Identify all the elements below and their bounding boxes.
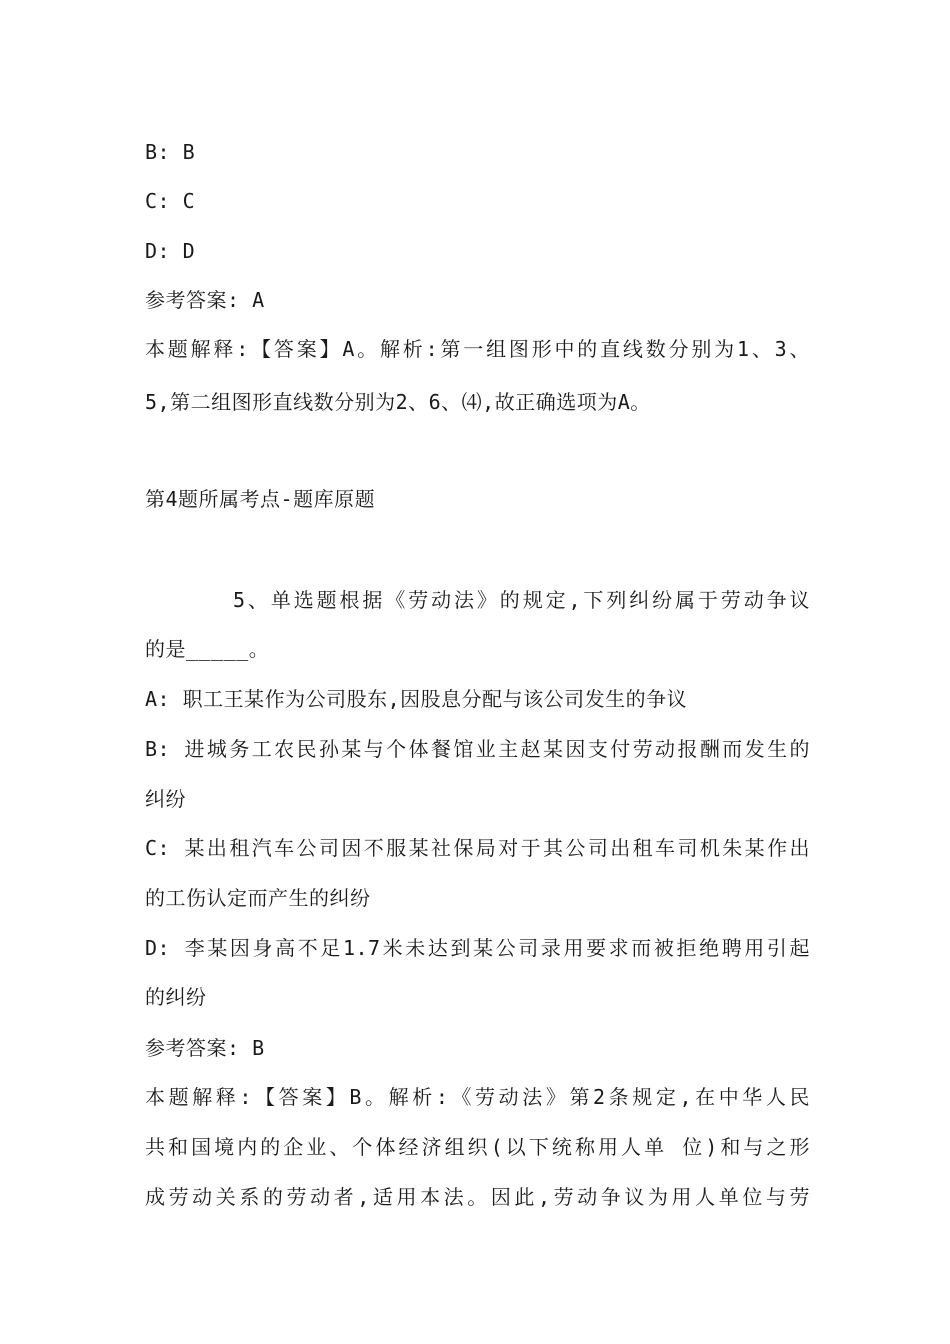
q5-option-c-line-1: C: 某出租汽车公司因不服某社保局对于其公司出租车司机朱某作出 bbox=[145, 836, 810, 860]
q5-stem-line-2: 的是_____。 bbox=[145, 637, 270, 661]
q5-answer: 参考答案: B bbox=[145, 1036, 265, 1060]
q5-option-b-line-1: B: 进城务工农民孙某与个体餐馆业主赵某因支付劳动报酬而发生的 bbox=[145, 737, 810, 761]
q3-option-b: B: B bbox=[145, 140, 196, 164]
q5-stem-line-1: 5、单选题根据《劳动法》的规定,下列纠纷属于劳动争议 bbox=[233, 588, 810, 612]
q3-explanation-line-2: 5,第二组图形直线数分别为2、6、⑷,故正确选项为A。 bbox=[145, 390, 651, 414]
q3-option-c: C: C bbox=[145, 189, 196, 213]
q5-option-d-line-2: 的纠纷 bbox=[145, 985, 207, 1009]
q5-option-d-line-1: D: 李某因身高不足1.7米未达到某公司录用要求而被拒绝聘用引起 bbox=[145, 936, 810, 960]
q3-option-d: D: D bbox=[145, 239, 196, 263]
q5-option-a: A: 职工王某作为公司股东,因股息分配与该公司发生的争议 bbox=[145, 687, 688, 711]
q3-explanation-line-1: 本题解释:【答案】A。解析:第一组图形中的直线数分别为1、3、 bbox=[145, 337, 810, 361]
q5-explanation-line-1: 本题解释:【答案】B。解析:《劳动法》第2条规定,在中华人民 bbox=[145, 1085, 810, 1109]
q4-source-note: 第4题所属考点-题库原题 bbox=[145, 487, 376, 511]
q3-answer: 参考答案: A bbox=[145, 288, 265, 312]
q5-option-c-line-2: 的工伤认定而产生的纠纷 bbox=[145, 886, 371, 910]
q5-explanation-line-3: 成劳动关系的劳动者,适用本法。因此,劳动争议为用人单位与劳 bbox=[145, 1185, 810, 1209]
q5-option-b-line-2: 纠纷 bbox=[145, 787, 186, 811]
q5-explanation-line-2: 共和国境内的企业、个体经济组织(以下统称用人单 位)和与之形 bbox=[145, 1135, 810, 1159]
